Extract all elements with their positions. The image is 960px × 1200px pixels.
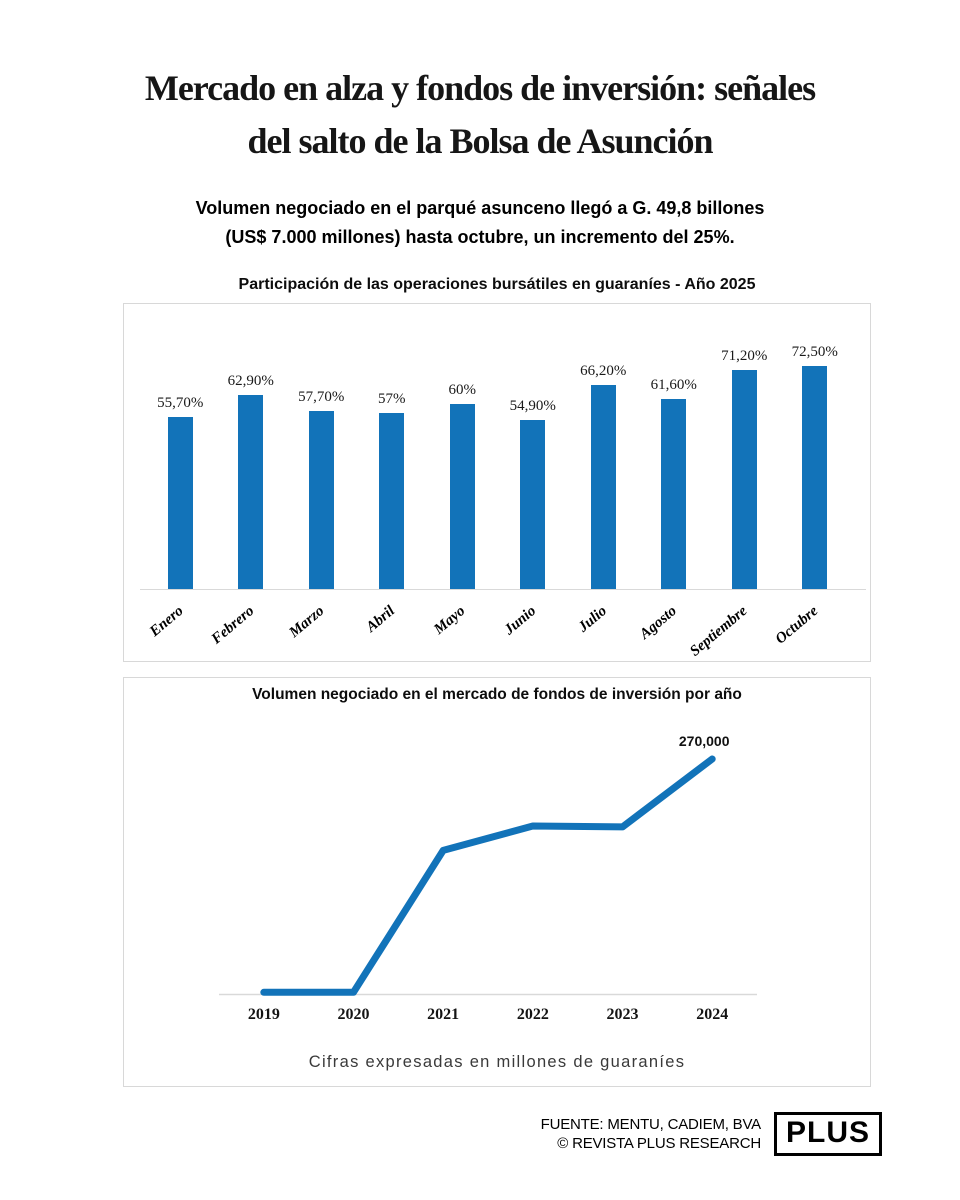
bar [238, 395, 263, 589]
x-axis-label: Septiembre [687, 603, 751, 660]
source-line2: © REVISTA PLUS RESEARCH [557, 1135, 761, 1152]
bar-chart-x-axis-line [140, 589, 866, 590]
x-axis-label: Junio [501, 603, 540, 639]
source-credit [541, 1115, 761, 1153]
x-axis-label: Mayo [431, 603, 469, 638]
line-chart-caption: Cifras expresadas en millones de guaraníes [308, 1053, 686, 1071]
year-label: 2020 [337, 1006, 370, 1023]
footer [541, 1112, 882, 1156]
bar [661, 399, 686, 589]
bar-value-label: 54,90% [509, 397, 556, 414]
page-subtitle [80, 194, 880, 252]
page-title-line2: del salto de la Bolsa de Asunción [247, 121, 713, 161]
bar-column [216, 304, 287, 589]
x-axis-label: Agosto [637, 603, 681, 643]
bar-column [427, 304, 498, 589]
year-label: 2022 [516, 1006, 549, 1023]
line-chart-panel [123, 677, 871, 1087]
bar [732, 370, 757, 589]
x-axis-label: Marzo [286, 603, 328, 641]
bar [309, 411, 334, 589]
x-axis-label: Enero [146, 603, 187, 640]
line-chart-title: Volumen negociado en el mercado de fondos de inversión por año [252, 686, 742, 703]
x-axis-label: Julio [575, 603, 610, 636]
bar-column [357, 304, 428, 589]
line-chart-plot [219, 733, 757, 1016]
x-axis-label: Abril [363, 603, 399, 636]
bar-chart-columns [145, 304, 850, 589]
page-subtitle-line1: Volumen negociado en el parqué asunceno llegó a G. 49,8 billones [195, 198, 765, 218]
bar [379, 413, 404, 589]
bar-column [568, 304, 639, 589]
source-line1: FUENTE: MENTU, CADIEM, BVA [540, 1116, 761, 1133]
bar-value-label: 61,60% [650, 377, 697, 394]
bar-value-label: 66,20% [580, 363, 627, 379]
bar-column [286, 304, 357, 589]
year-label: 2023 [606, 1006, 639, 1023]
year-label: 2019 [247, 1006, 280, 1023]
bar-value-label: 71,20% [721, 347, 768, 364]
plus-logo: PLUS [774, 1112, 882, 1156]
page-subtitle-line2: (US$ 7.000 millones) hasta octubre, un incremento del 25%. [225, 227, 735, 247]
bar-chart-title: Participación de las operaciones bursátiles en guaraníes - Año 2025 [238, 276, 756, 293]
bar [520, 420, 545, 589]
bar-value-label: 57% [378, 391, 406, 408]
year-label: 2021 [427, 1006, 460, 1023]
bar-column [709, 304, 780, 589]
bar-column [498, 304, 569, 589]
bar [450, 404, 475, 589]
bar [802, 366, 827, 589]
x-axis-label: Octubre [772, 603, 822, 648]
page-title-line1: Mercado en alza y fondos de inversión: señales [144, 68, 816, 108]
bar-chart-xlabels [145, 595, 850, 661]
bar-value-label: 62,90% [227, 373, 274, 390]
bar [168, 417, 193, 589]
line-chart-svg [219, 733, 757, 1016]
bar-chart-panel [123, 303, 871, 662]
bar-column [145, 304, 216, 589]
bar-column [639, 304, 710, 589]
year-label: 2024 [696, 1006, 729, 1023]
line-chart-xlabels [219, 1006, 757, 1024]
bar-column [780, 304, 851, 589]
bar-value-label: 72,50% [791, 343, 838, 360]
bar-value-label: 55,70% [157, 395, 204, 412]
x-axis-label: Febrero [208, 603, 258, 648]
point-label: 270,000 [678, 733, 730, 749]
bar-value-label: 60% [448, 382, 476, 399]
bar-value-label: 57,70% [298, 389, 345, 406]
line-chart-series [264, 759, 712, 992]
bar [591, 385, 616, 589]
page-title [40, 62, 920, 168]
